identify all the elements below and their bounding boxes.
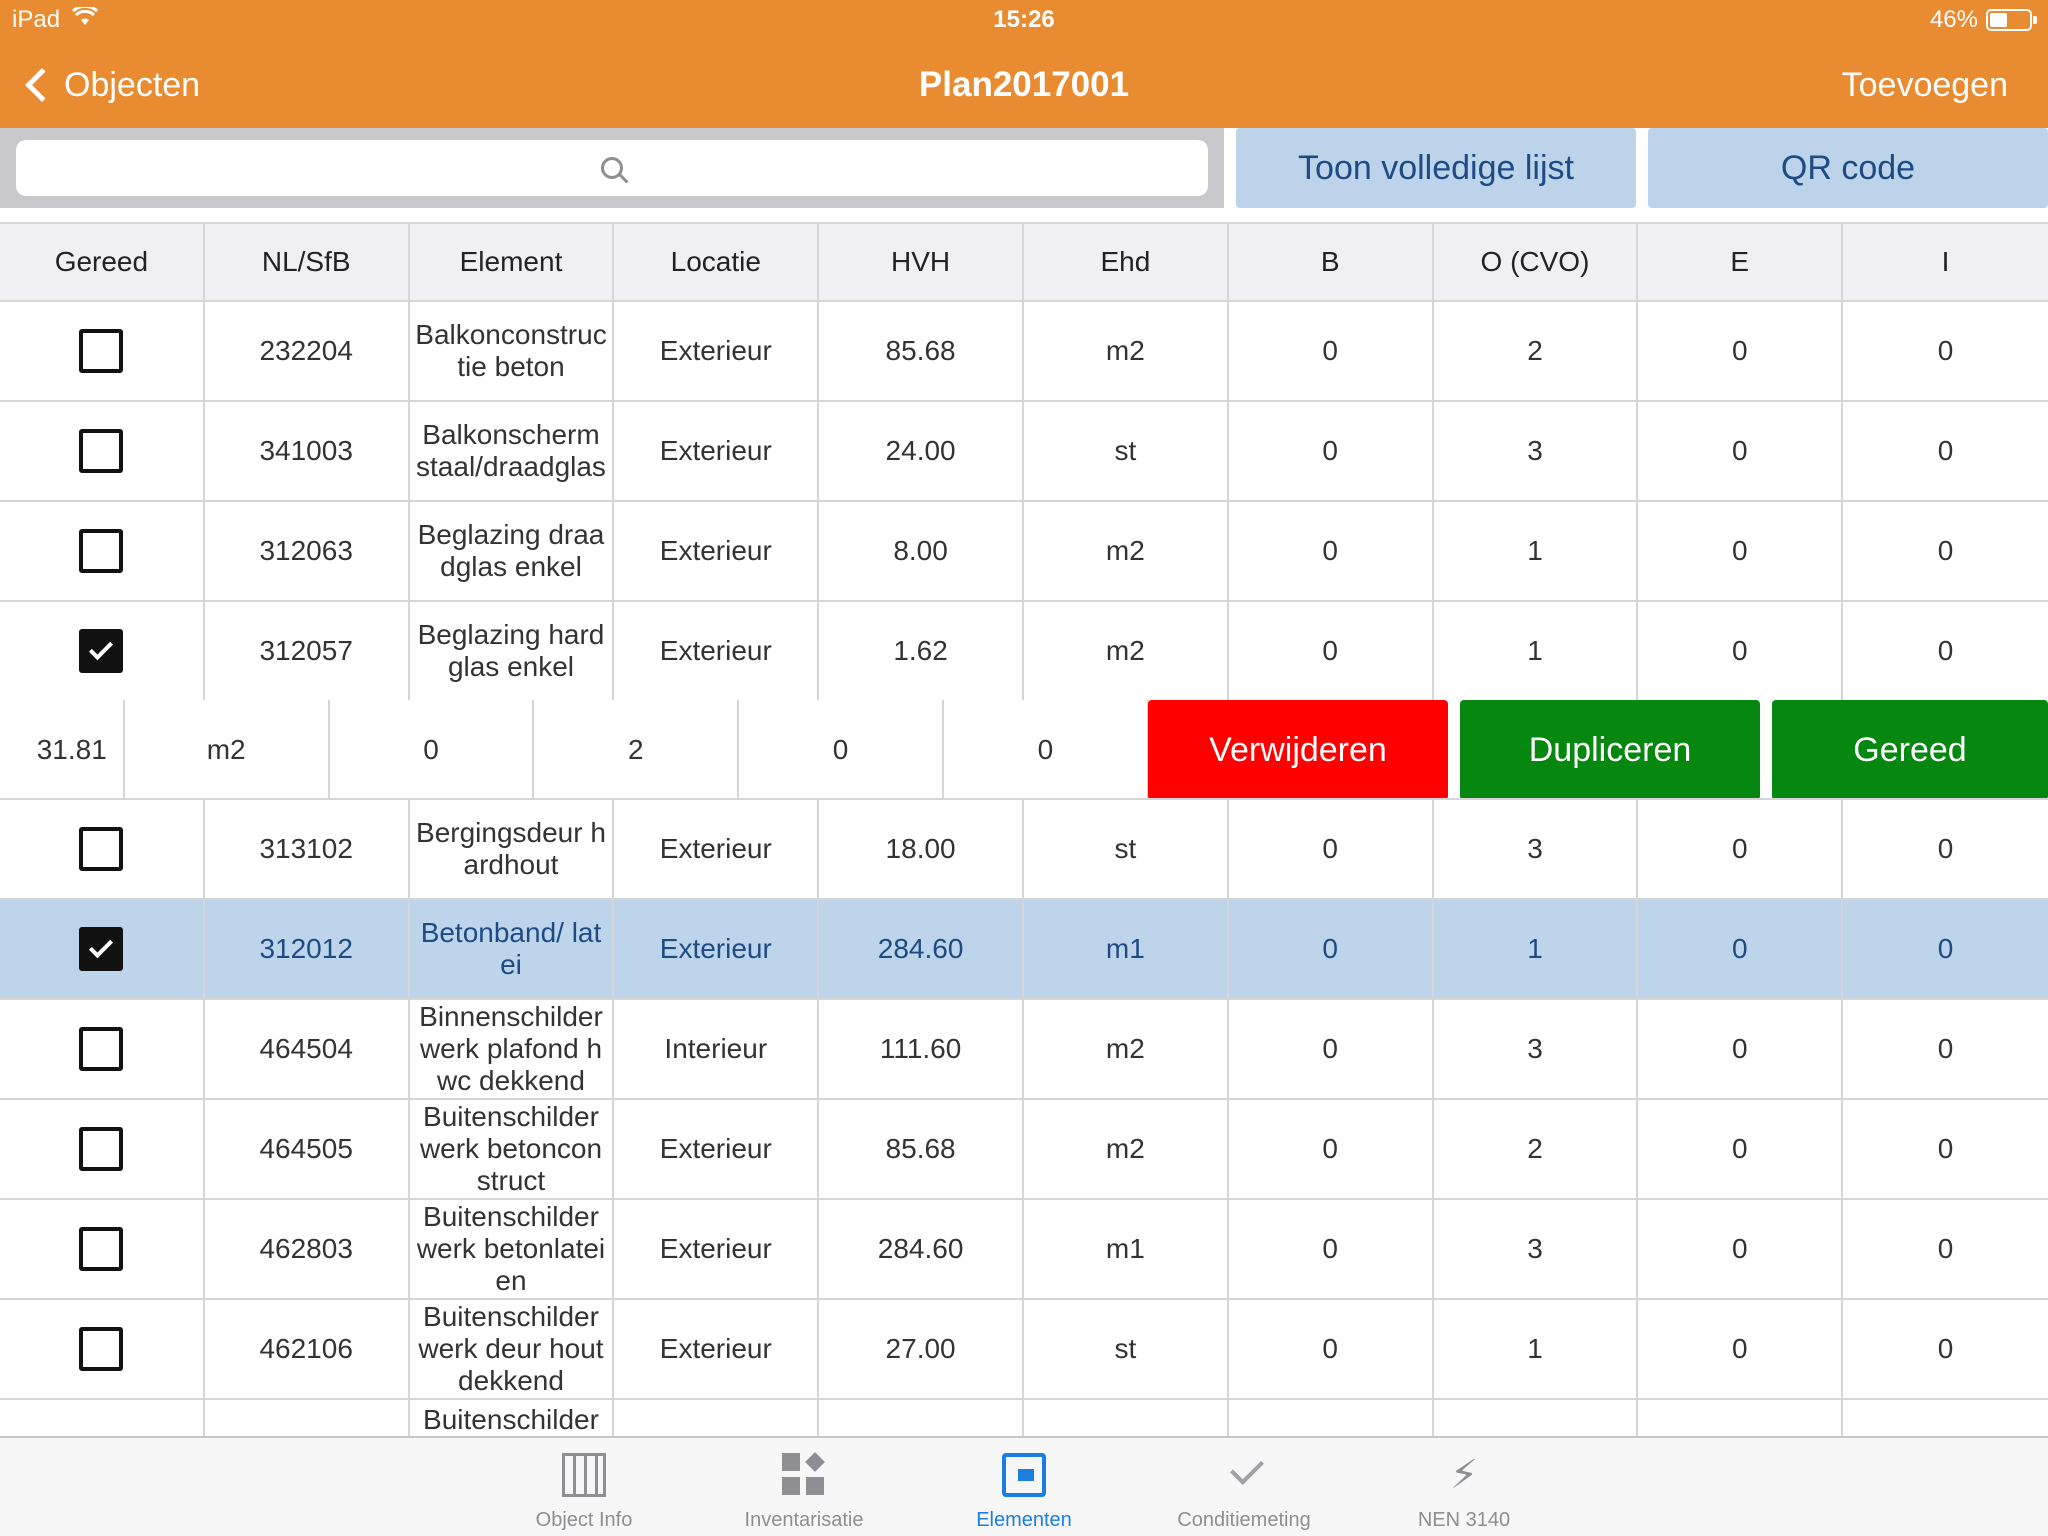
header-hvh[interactable]: HVH [819,224,1024,300]
cell-gereed [0,602,205,700]
cell-nlsfb: 232204 [205,302,410,400]
navigation-bar [0,0,2048,128]
checkmark-icon [89,934,113,958]
tab-label: Inventarisatie [744,1509,864,1531]
cell-ehd: m2 [1024,602,1229,700]
tab-object-info[interactable] [474,1438,694,1536]
cell-b: 0 [1229,402,1434,500]
cell-hvh: 284.60 [819,900,1024,998]
cell-i: 0 [1937,435,1954,466]
duplicate-button[interactable]: Dupliceren [1460,700,1760,800]
cell-nlsfb: 464504 [205,1000,410,1098]
cell-element: Balkonscherm staal/draadglas [410,402,615,500]
tab-label: Conditiemeting [1177,1509,1311,1531]
cell-o: 3 [1434,800,1639,898]
cell-e: 0 [1638,602,1843,700]
cell-ehd: m1 [1024,900,1229,998]
cell-hvh: 85.68 [819,302,1024,400]
cell-element: Betonband/ latei [410,900,615,998]
cell-e: 0 [1638,1200,1843,1298]
cell-b: 0 [1229,502,1434,600]
search-input[interactable] [16,140,1208,196]
cell-b: 0 [1229,1200,1434,1298]
cell-locatie: Exterieur [614,1100,819,1198]
header-e[interactable]: E [1638,224,1843,300]
status-right [1930,0,2032,40]
tab-conditiemeting[interactable] [1134,1438,1354,1536]
cell-b: 0 [1229,1100,1434,1198]
cell-nlsfb: 313102 [205,800,410,898]
cell-e: 0 [1638,402,1843,500]
cell-i: 0 [1937,1333,1954,1364]
cell-i: 0 [1937,933,1954,964]
header-i[interactable]: I [1941,246,1950,277]
cell-hvh: 31.81 [0,700,125,800]
status-time: 15:26 [993,6,1055,33]
cell-ehd: m2 [1024,1100,1229,1198]
cell-gereed [0,1300,205,1398]
cell-element: Bergingsdeur hardhout [410,800,615,898]
cell-i: 0 [1937,335,1954,366]
tab-elementen[interactable] [914,1438,1134,1536]
cell-locatie: Interieur [614,1000,819,1098]
header-element[interactable]: Element [410,224,615,300]
cell-i: 0 [1937,1133,1954,1164]
done-checkbox[interactable] [79,1227,123,1271]
cell-hvh: 284.60 [819,1200,1024,1298]
cell-element: Buitenschilderwerk betonlateien [410,1200,615,1298]
cell-nlsfb: 462803 [205,1200,410,1298]
cell-o: 1 [1434,900,1639,998]
tab-label: Object Info [535,1509,633,1531]
search-bar [0,128,1224,208]
cell-b: 0 [1229,800,1434,898]
done-checkbox[interactable] [79,1327,123,1371]
cell-ehd: m2 [1024,1000,1229,1098]
cell-e: 0 [1638,502,1843,600]
table-row[interactable] [0,502,2048,602]
table-row[interactable] [0,900,2048,1000]
tab-label: NEN 3140 [1417,1509,1511,1531]
cell-ehd: m2 [125,700,330,800]
cell-b: 0 [1229,1300,1434,1398]
cell-locatie: Exterieur [614,1300,819,1398]
battery-level [1990,13,2007,27]
cell-i: 0 [1937,1233,1954,1264]
tab-bar [0,1436,2048,1536]
tab-inventarisatie[interactable] [694,1438,914,1536]
cell-e: 0 [1638,1100,1843,1198]
cell-e: 0 [1638,1300,1843,1398]
cell-locatie: Exterieur [614,900,819,998]
cell-gereed [0,1000,205,1098]
battery-percent: 46% [1929,6,1978,33]
cell-locatie: Exterieur [614,1200,819,1298]
cell-hvh: 111.60 [819,1000,1024,1098]
cell-locatie: Exterieur [614,402,819,500]
table-row[interactable] [0,1100,2048,1200]
cell-gereed [0,502,205,600]
cell-nlsfb: 464505 [205,1100,410,1198]
cell-e: 0 [739,700,944,800]
back-label: Objecten [64,65,201,104]
cell-o: 3 [1434,1000,1639,1098]
cell-o: 3 [1434,402,1639,500]
done-checkbox[interactable] [79,1027,123,1071]
cell-ehd: st [1024,1300,1229,1398]
cell-gereed [0,302,205,400]
cell-gereed [0,900,205,998]
cell-locatie: Exterieur [614,800,819,898]
cell-hvh: 85.68 [819,1100,1024,1198]
cell-locatie: Exterieur [614,602,819,700]
cell-nlsfb: 312012 [205,900,410,998]
chevron-left-icon [25,68,59,102]
grid-icon [782,1453,826,1497]
cell-element: Buitenschilderwerk betonconstruct [410,1100,615,1198]
cell-hvh: 24.00 [819,402,1024,500]
cell-gereed [0,1100,205,1198]
elements-icon [1002,1453,1046,1497]
cell-locatie: Exterieur [614,302,819,400]
device-name: iPad [12,6,61,33]
header-b[interactable]: B [1229,224,1434,300]
back-button[interactable] [20,58,200,112]
header-ehd[interactable]: Ehd [1024,224,1229,300]
cell-i: 0 [1937,535,1954,566]
cell-element: Buitenschilder [410,1400,615,1480]
table-row[interactable] [0,800,2048,900]
cell-i: 0 [1937,635,1954,666]
cell-element: Buitenschilderwerk deur hout dekkend [410,1300,615,1398]
tab-label: Elementen [976,1509,1072,1531]
done-checkbox[interactable] [79,329,123,373]
cell-b: 0 [1229,602,1434,700]
cell-nlsfb: 341003 [205,402,410,500]
delete-button[interactable]: Verwijderen [1148,700,1448,800]
table-row[interactable] [0,302,2048,402]
table-row[interactable] [0,602,2048,702]
cell-ehd: m2 [1024,302,1229,400]
cell-e: 0 [1638,302,1843,400]
cell-hvh: 8.00 [819,502,1024,600]
swiped-table-row[interactable] [0,700,2048,800]
cell-b: 0 [1229,900,1434,998]
table-header [0,222,2048,302]
cell-e: 0 [1638,800,1843,898]
cell-element: Beglazing hardglas enkel [410,602,615,700]
cell-element: Beglazing draadglas enkel [410,502,615,600]
cell-e: 0 [1638,900,1843,998]
cell-nlsfb: 312063 [205,502,410,600]
swiped-row-cells [0,700,1149,800]
cell-b: 0 [1229,1000,1434,1098]
cell-o: 1 [1434,602,1639,700]
building-icon [562,1453,606,1497]
cell-o: 1 [1434,1300,1639,1398]
cell-b: 0 [330,700,535,800]
search-box[interactable] [16,140,1208,196]
cell-i: 0 [1937,1033,1954,1064]
tab-nen3140[interactable] [1354,1438,1574,1536]
header-nlsfb[interactable]: NL/SfB [205,224,410,300]
cell-gereed [0,800,205,898]
cell-o: 2 [534,700,739,800]
cell-element: Binnenschilderwerk plafond hwc dekkend [410,1000,615,1098]
cell-ehd: m2 [1024,502,1229,600]
checkmark-icon [1222,1453,1266,1497]
table-row[interactable] [0,1200,2048,1300]
cell-nlsfb: 462106 [205,1300,410,1398]
header-gereed[interactable]: Gereed [0,224,205,300]
cell-e: 0 [1638,1000,1843,1098]
table-row[interactable] [0,1000,2048,1100]
header-locatie[interactable]: Locatie [614,224,819,300]
cell-i: 0 [944,700,1149,800]
mark-done-button[interactable]: Gereed [1772,700,2048,800]
battery-icon [1986,9,2032,31]
cell-o: 3 [1434,1200,1639,1298]
cell-i: 0 [1937,833,1954,864]
cell-gereed [0,402,205,500]
cell-nlsfb: 312057 [205,602,410,700]
done-checkbox[interactable] [79,927,123,971]
done-checkbox[interactable] [79,529,123,573]
cell-hvh: 1.62 [819,602,1024,700]
header-o-cvo[interactable]: O (CVO) [1434,224,1639,300]
done-checkbox[interactable] [79,429,123,473]
checkmark-icon [89,636,113,660]
cell-element: Balkonconstructie beton [410,302,615,400]
cell-ehd: st [1024,402,1229,500]
cell-b: 0 [1229,302,1434,400]
cell-ehd: st [1024,800,1229,898]
bolt-icon: ⚡︎ [1449,1453,1479,1497]
cell-o: 1 [1434,502,1639,600]
done-checkbox[interactable] [79,1127,123,1171]
cell-o: 2 [1434,1100,1639,1198]
cell-hvh: 18.00 [819,800,1024,898]
cell-locatie: Exterieur [614,502,819,600]
qr-code-button[interactable]: QR code [1648,128,2048,208]
add-button[interactable]: Toevoegen [1841,66,2008,104]
cell-hvh: 27.00 [819,1300,1024,1398]
page-title: Plan2017001 [918,65,1130,104]
cell-gereed [0,1200,205,1298]
done-checkbox[interactable] [79,827,123,871]
done-checkbox[interactable] [79,629,123,673]
cell-o: 2 [1434,302,1639,400]
table-row[interactable] [0,1300,2048,1400]
table-row[interactable] [0,402,2048,502]
show-full-list-button[interactable]: Toon volledige lijst [1236,128,1636,208]
cell-ehd: m1 [1024,1200,1229,1298]
